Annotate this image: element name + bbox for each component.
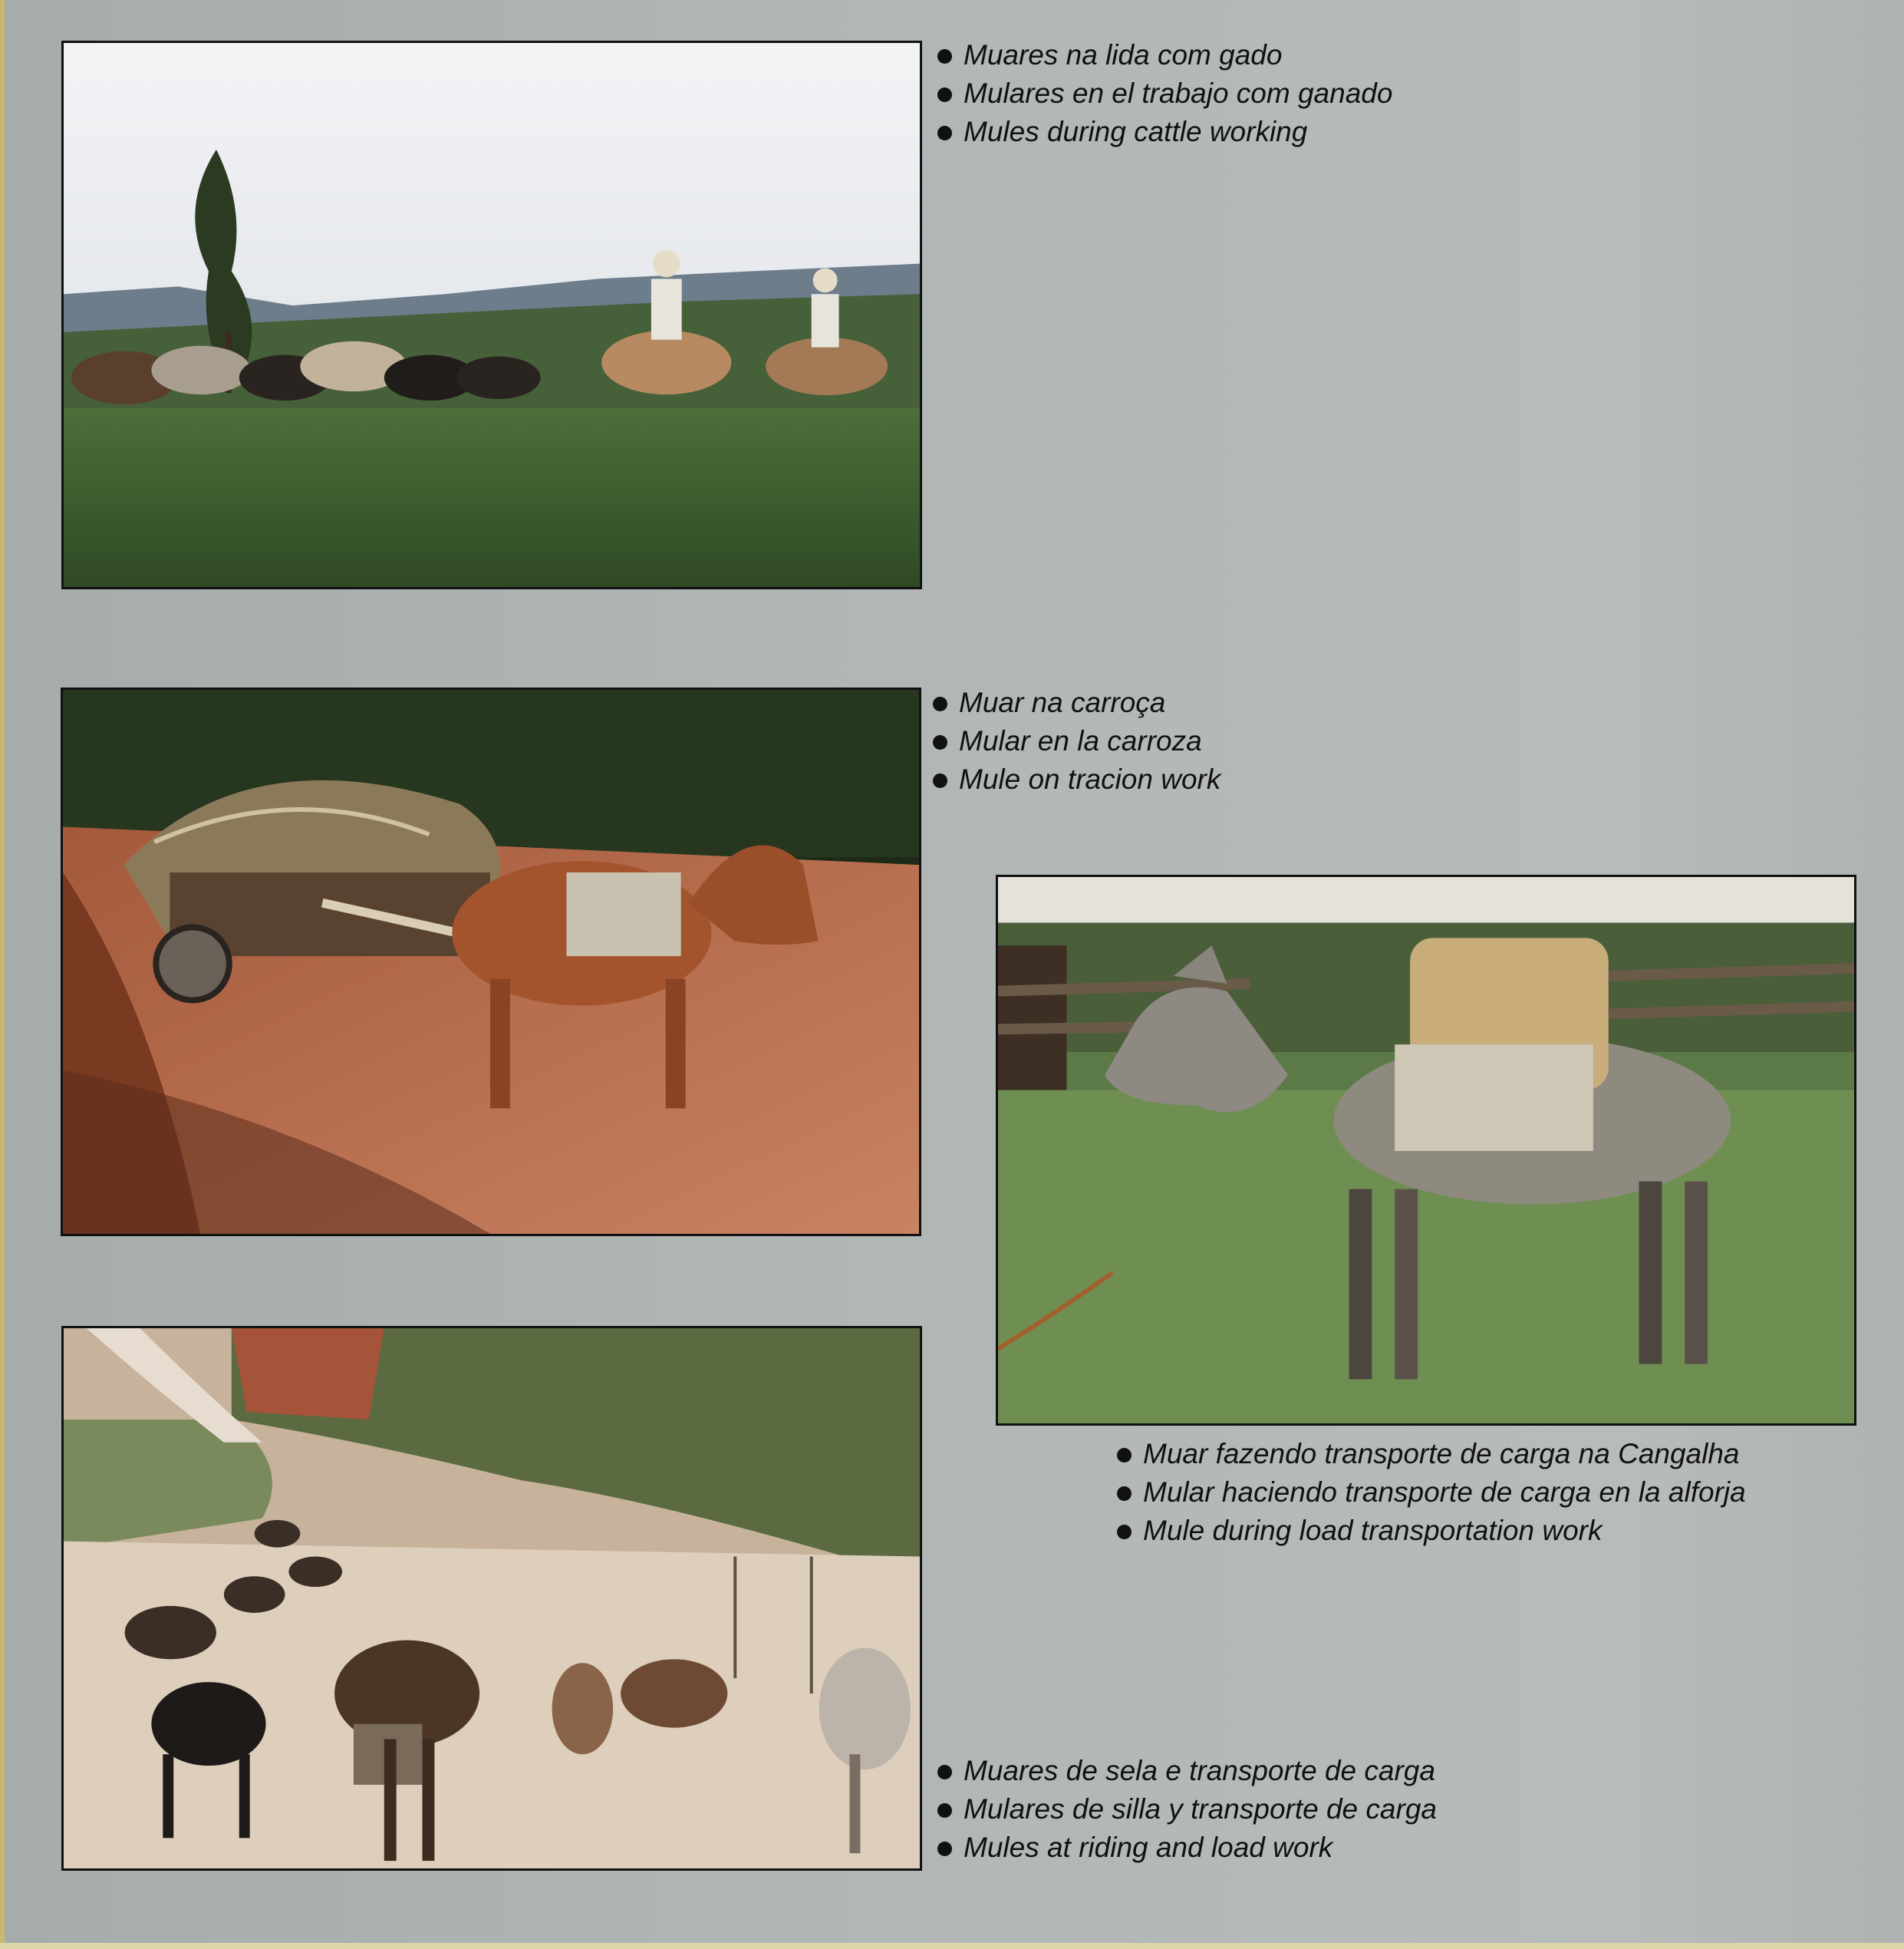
page-edge-left [0,0,5,1949]
photo-riding-load [61,1326,922,1871]
photo-pack-mule [996,875,1856,1426]
caption-line-pt: Muar na carroça [930,684,1220,722]
page-edge-bottom [0,1943,1904,1949]
pack-mule-scene-image [998,877,1854,1423]
caption-line-en: Mule during load transportation work [1114,1512,1746,1550]
riding-scene-image [64,1328,920,1868]
caption-line-es: Mular en la carroza [930,722,1220,760]
caption-line-en: Mule on tracion work [930,760,1220,799]
photo-cattle-working [61,41,922,589]
caption-cart [930,684,1220,799]
caption-cattle [934,36,1392,151]
caption-line-en: Mules at riding and load work [934,1829,1437,1867]
cart-scene-image [63,690,919,1234]
caption-line-pt: Muares na lida com gado [934,36,1392,74]
caption-line-en: Mules during cattle working [934,113,1392,151]
caption-line-es: Mulares en el trabajo com ganado [934,74,1392,113]
cattle-scene-image [64,43,920,587]
caption-line-pt: Muares de sela e transporte de carga [934,1752,1437,1790]
caption-pack [1114,1435,1746,1550]
caption-line-es: Mulares de silla y transporte de carga [934,1790,1437,1829]
caption-line-es: Mular haciendo transporte de carga en la alforja [1114,1473,1746,1512]
caption-line-pt: Muar fazendo transporte de carga na Cangalha [1114,1435,1746,1473]
caption-riding [934,1752,1437,1867]
photo-cart-work [61,688,921,1236]
